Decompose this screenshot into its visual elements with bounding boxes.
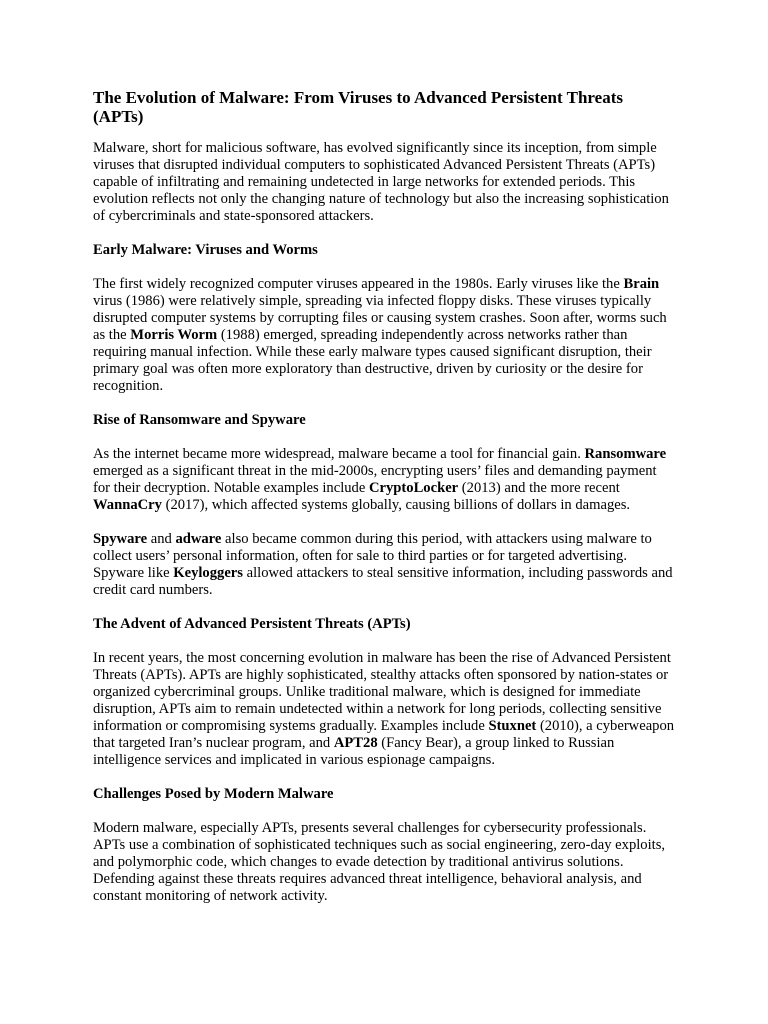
term-spyware: Spyware — [93, 531, 148, 547]
section-heading-early-malware: Early Malware: Viruses and Worms — [93, 242, 318, 258]
text-run: virus (1986) were relatively simple, spreading via infected floppy disks. These viruses typically disrupted computer systems by corrupting files or causing system crashes. Soon after, worms such as the — [93, 293, 667, 343]
term-stuxnet: Stuxnet — [488, 718, 537, 734]
text-run: (Fancy Bear), a group linked to Russian intelligence services and implicated in various espionage campaigns. — [93, 735, 615, 768]
text-run: (2017), which affected systems globally, causing billions of dollars in damages. — [161, 497, 631, 513]
text-run: In recent years, the most concerning evolution in malware has been the rise of Advanced Persistent Threats (APTs). APTs are highly sophisticated, stealthy attacks often sponsored by nation-states or organized cybercriminal groups. Unlike traditional malware, which is designed for immediate disruption, APTs aim to remain undetected within a network for long periods, collecting sensitive information or compromising systems gradually. Examples include — [93, 650, 671, 734]
text-run: (2013) and the more recent — [458, 480, 620, 496]
section-heading-apts: The Advent of Advanced Persistent Threats (APTs) — [93, 616, 411, 632]
document-title: The Evolution of Malware: From Viruses to Advanced Persistent Threats (APTs) — [93, 88, 623, 126]
term-morris-worm: Morris Worm — [130, 327, 218, 343]
text-run: As the internet became more widespread, malware became a tool for financial gain. — [93, 446, 585, 462]
term-wannacry: WannaCry — [93, 497, 162, 513]
ransomware-paragraph — [93, 446, 676, 514]
early-malware-paragraph — [93, 276, 676, 395]
intro-paragraph: Malware, short for malicious software, has evolved significantly since its inception, from simple viruses that disrupted individual computers to sophisticated Advanced Persistent Threats (APTs) capable of infiltrating and remaining undetected in large networks for extended periods. This evolution reflects not only the changing nature of technology but also the increasing sophistication of cybercriminals and state-sponsored attackers. — [93, 140, 669, 224]
text-run: emerged as a significant threat in the mid-2000s, encrypting users’ files and demanding payment for their decryption. Notable examples include — [93, 463, 657, 496]
text-run: allowed attackers to steal sensitive information, including passwords and credit card numbers. — [93, 565, 673, 598]
term-apt28: APT28 — [333, 735, 378, 751]
term-cryptolocker: CryptoLocker — [368, 480, 459, 496]
text-run: (2010), a cyberweapon that targeted Iran’s nuclear program, and — [93, 718, 675, 751]
text-run: and — [147, 531, 176, 547]
apts-paragraph — [93, 650, 676, 769]
term-ransomware: Ransomware — [584, 446, 667, 462]
term-keyloggers: Keyloggers — [173, 565, 243, 581]
text-run: (1988) emerged, spreading independently across networks rather than requiring manual infection. While these early malware types caused significant disruption, their primary goal was often more exploratory than destructive, driven by curiosity or the desire for recognition. — [93, 327, 652, 394]
section-heading-ransomware-spyware: Rise of Ransomware and Spyware — [93, 412, 306, 428]
text-run: also became common during this period, with attackers using malware to collect users’ personal information, often for sale to third parties or for targeted advertising. Spyware like — [93, 531, 652, 581]
text-run: The first widely recognized computer viruses appeared in the 1980s. Early viruses like the — [93, 276, 624, 292]
term-adware: adware — [175, 531, 222, 547]
spyware-paragraph — [93, 531, 676, 599]
term-brain: Brain — [623, 276, 660, 292]
challenges-paragraph: Modern malware, especially APTs, presents several challenges for cybersecurity professionals. APTs use a combination of sophisticated techniques such as social engineering, zero-day exploits, and polymorphic code, which changes to evade detection by traditional antivirus solutions. Defending against these threats requires advanced threat intelligence, behavioral analysis, and constant monitoring of network activity. — [93, 820, 666, 904]
section-heading-challenges: Challenges Posed by Modern Malware — [93, 786, 334, 802]
